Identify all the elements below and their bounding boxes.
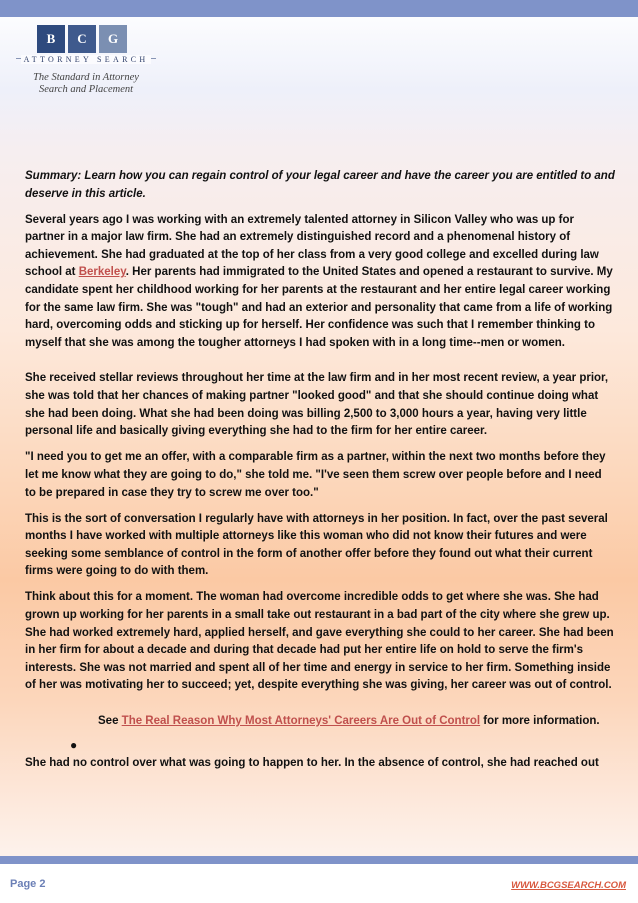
see-suffix: for more information. — [480, 715, 600, 728]
logo-name-text: ATTORNEY SEARCH — [21, 55, 152, 64]
bullet-point-icon: ● — [70, 737, 78, 752]
paragraph-5: Think about this for a moment. The woman had overcome incredible odds to get where she was. She had grown up working for her parents in a small take out restaurant in a bad part of the city where she grew up. She had worked extremely hard, applied herself, and gave everything she could to her career. She had been in her firm for about a decade and during that decade had put her entire life on hold to serve the firm's interests. She was not married and spent all of her time and energy in service to her firm. Something inside of her was motivating her to succeed; yet, despite everything she was giving, her career was out of control. — [25, 591, 614, 692]
paragraph-1-text-b: . Her parents had immigrated to the United States and opened a restaurant to survive. My candidate spent her childhood working for her parents at the restaurant and her entire legal career working for the same law firm. She was "tough" and had an exterior and personality that came from a life of working hard, overcoming odds and sticking up for herself. Her confidence was such that I remember thinking to myself that she was among the tougher attorneys I had spoken with in a long time--men or women. — [25, 266, 613, 349]
paragraph-2: She received stellar reviews throughout her time at the law firm and in her most recent review, a year prior, she was told that her chances of making partner "looked good" and that she should continue doing what she had been doing. What she had been doing was billing 2,500 to 3,000 hours a year, having very little personal life and basically giving everything she had to the firm for her entire career. — [25, 372, 609, 438]
logo-letter-c: C — [68, 25, 96, 53]
website-link[interactable]: WWW.BCGSEARCH.COM — [511, 880, 626, 891]
berkeley-link[interactable]: Berkeley — [78, 266, 126, 279]
paragraph-1 — [25, 212, 615, 353]
paragraph-6: She had no control over what was going to happen to her. In the absence of control, she had reached out — [25, 756, 599, 769]
tagline-line-2: Search and Placement — [38, 84, 134, 95]
top-banner-bar — [0, 0, 638, 17]
logo-letter-g: G — [99, 25, 127, 53]
see-prefix: See — [98, 715, 122, 728]
logo-name — [16, 55, 156, 64]
paragraph-3: "I need you to get me an offer, with a comparable firm as a partner, within the next two months before they let me know what they are going to do," she told me. "I've seen them screw over people before and I need to be prepared in case they try to screw me over too." — [25, 451, 606, 499]
paragraph-4: This is the sort of conversation I regularly have with attorneys in her position. In fact, over the past several months I have worked with multiple attorneys like this woman who did not know their futures and were seeking some semblance of control in the form of another offer before they found out what their current firms were going to do with them. — [25, 512, 608, 578]
tagline-line-1: The Standard in Attorney — [33, 72, 139, 83]
related-article-link[interactable]: The Real Reason Why Most Attorneys' Careers Are Out of Control — [121, 715, 481, 728]
bottom-banner-bar — [0, 856, 638, 864]
logo-tagline — [16, 72, 156, 96]
page-number: Page 2 — [10, 878, 46, 890]
article-body — [25, 168, 615, 781]
see-also-paragraph — [98, 713, 615, 731]
logo-letter-b: B — [37, 25, 65, 53]
paragraph-1-text-a: Several years ago I was working with an extremely talented attorney in Silicon Valley who was up for partner in a major law firm. She had an extremely distinguished record and a phenomenal history of achievement. She had graduated at the top of her class from a very good college and excelled during law school at — [25, 213, 599, 279]
summary-paragraph: Summary: Learn how you can regain control of your legal career and have the career you are entitled to and deserve in this article. — [25, 170, 615, 200]
logo-letter-boxes — [37, 25, 127, 53]
